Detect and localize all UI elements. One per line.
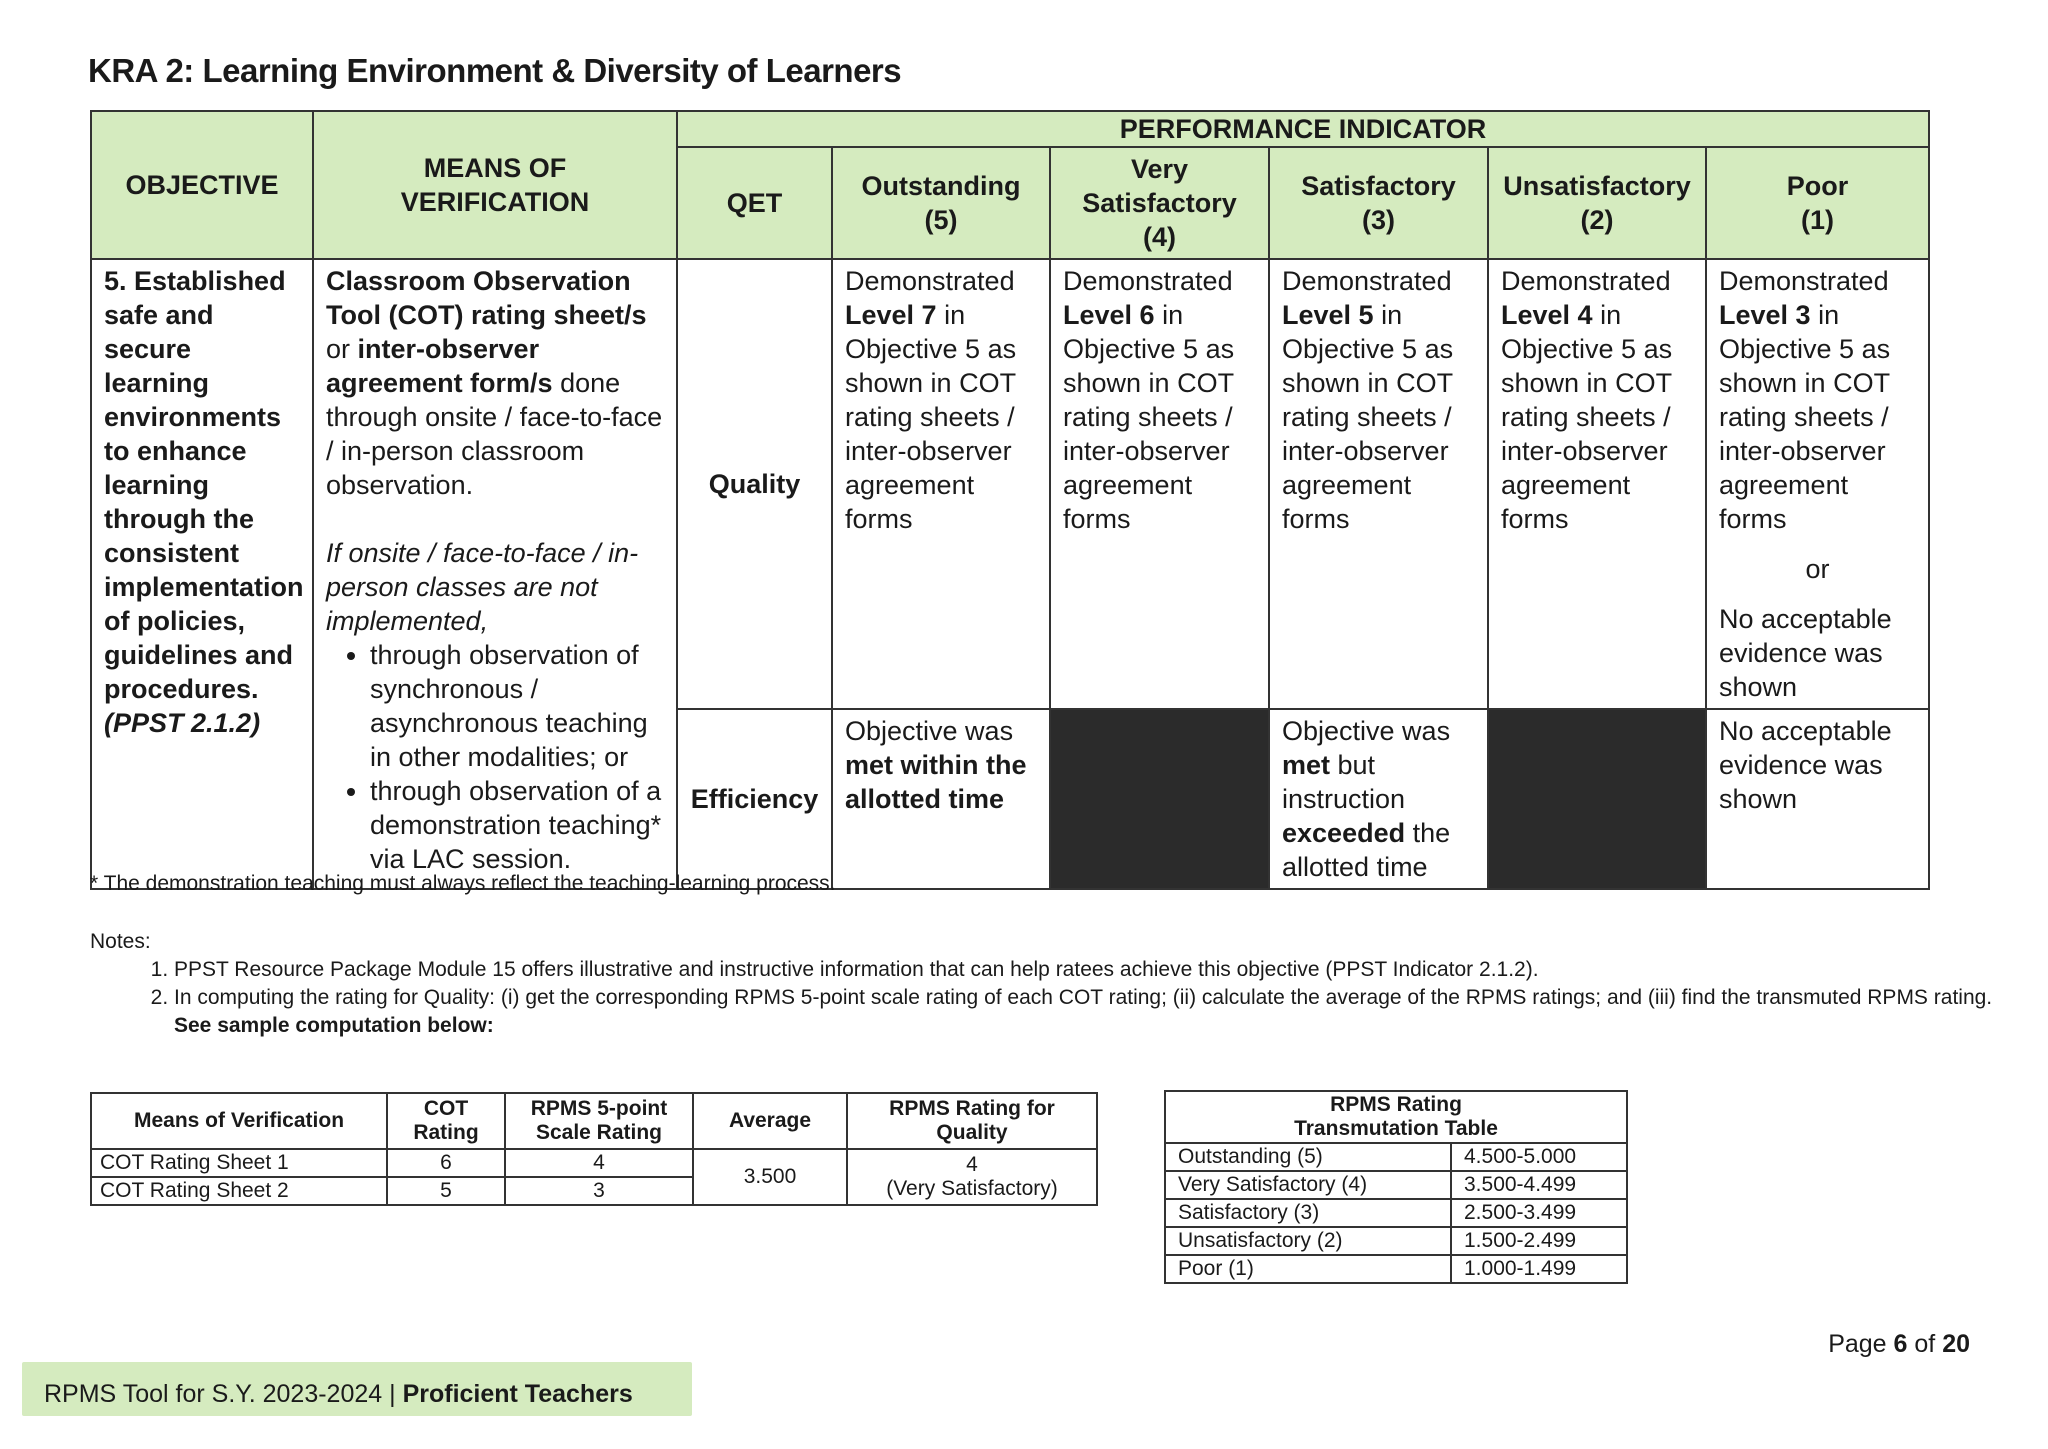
trans-label: Satisfactory (3) — [1165, 1199, 1451, 1227]
efficiency-outstanding: Objective was met within the allotted time — [832, 709, 1050, 889]
qet-efficiency: Efficiency — [677, 709, 832, 889]
header-poor: Poor (1) — [1706, 147, 1929, 259]
notes-label: Notes: — [90, 930, 151, 953]
trans-range: 1.000-1.499 — [1451, 1255, 1627, 1283]
qet-quality: Quality — [677, 259, 832, 709]
comp-rpms: 3 — [505, 1177, 693, 1205]
trans-range: 2.500-3.499 — [1451, 1199, 1627, 1227]
comp-rpms: 4 — [505, 1149, 693, 1177]
trans-label: Unsatisfactory (2) — [1165, 1227, 1451, 1255]
objective-cell: 5. Established safe and secure learning environments to enhance learning through the consistent implementation of policies, guidelines and procedures. (PPST 2.1.2) — [91, 259, 313, 889]
sample-computation-table — [90, 1092, 1098, 1206]
comp-rating: 4 (Very Satisfactory) — [847, 1149, 1097, 1205]
quality-poor: Demonstrated Level 3 in Objective 5 as shown in COT rating sheets / inter-observer agreement forms or No acceptable evidence was shown — [1706, 259, 1929, 709]
footnote: * The demonstration teaching must always reflect the teaching-learning process. — [90, 872, 836, 895]
comp-mov: COT Rating Sheet 1 — [91, 1149, 387, 1177]
transmutation-table — [1164, 1090, 1628, 1284]
header-satisfactory: Satisfactory (3) — [1269, 147, 1488, 259]
header-unsatisfactory: Unsatisfactory (2) — [1488, 147, 1706, 259]
comp-average: 3.500 — [693, 1149, 847, 1205]
header-outstanding: Outstanding (5) — [832, 147, 1050, 259]
means-bullet: • through observation of a demonstration teaching* via LAC session. — [370, 774, 664, 876]
footer-label: RPMS Tool for S.Y. 2023-2024 | Proficient Teachers — [44, 1380, 633, 1408]
trans-range: 4.500-5.000 — [1451, 1143, 1627, 1171]
header-performance-indicator: PERFORMANCE INDICATOR — [677, 111, 1929, 147]
header-means: MEANS OF VERIFICATION — [313, 111, 677, 259]
comp-header: Means of Verification — [91, 1093, 387, 1149]
comp-header: RPMS 5-point Scale Rating — [505, 1093, 693, 1149]
efficiency-poor: No acceptable evidence was shown — [1706, 709, 1929, 889]
trans-label: Poor (1) — [1165, 1255, 1451, 1283]
trans-range: 3.500-4.499 — [1451, 1171, 1627, 1199]
note-item: 1. PPST Resource Package Module 15 offers illustrative and instructive information that can help ratees achieve this objective (PPST Indicator 2.1.2). — [174, 956, 2004, 984]
quality-satisfactory: Demonstrated Level 5 in Objective 5 as shown in COT rating sheets / inter-observer agreement forms — [1269, 259, 1488, 709]
note-item: 2. In computing the rating for Quality: (i) get the corresponding RPMS 5-point scale rating of each COT rating; (ii) calculate the average of the RPMS ratings; and (iii) find the transmuted RPMS rating. See sample computation below: — [174, 984, 2004, 1040]
notes-list — [130, 956, 2004, 1040]
trans-range: 1.500-2.499 — [1451, 1227, 1627, 1255]
efficiency-unsatisfactory-blank — [1488, 709, 1706, 889]
quality-outstanding: Demonstrated Level 7 in Objective 5 as shown in COT rating sheets / inter-observer agreement forms — [832, 259, 1050, 709]
comp-mov: COT Rating Sheet 2 — [91, 1177, 387, 1205]
trans-label: Outstanding (5) — [1165, 1143, 1451, 1171]
comp-cot: 6 — [387, 1149, 505, 1177]
means-cell: Classroom Observation Tool (COT) rating sheet/s or inter-observer agreement form/s done through onsite / face-to-face / in-person classroom observation. If onsite / face-to-face / in-person classes are not implemented, • through observation of synchronous / asynchronous teaching in other modalities; or • through observation of a demonstration teaching* via LAC session. — [313, 259, 677, 889]
comp-cot: 5 — [387, 1177, 505, 1205]
comp-header: COT Rating — [387, 1093, 505, 1149]
quality-unsatisfactory: Demonstrated Level 4 in Objective 5 as shown in COT rating sheets / inter-observer agreement forms — [1488, 259, 1706, 709]
header-objective: OBJECTIVE — [91, 111, 313, 259]
header-very-satisfactory: Very Satisfactory (4) — [1050, 147, 1269, 259]
header-qet: QET — [677, 147, 832, 259]
kra-table — [90, 110, 1930, 890]
efficiency-very-satisfactory-blank — [1050, 709, 1269, 889]
page-title: KRA 2: Learning Environment & Diversity of Learners — [88, 52, 902, 89]
comp-header: RPMS Rating for Quality — [847, 1093, 1097, 1149]
quality-very-satisfactory: Demonstrated Level 6 in Objective 5 as shown in COT rating sheets / inter-observer agreement forms — [1050, 259, 1269, 709]
means-bullet: • through observation of synchronous / asynchronous teaching in other modalities; or — [370, 638, 664, 774]
transmutation-title: RPMS Rating Transmutation Table — [1165, 1091, 1627, 1143]
efficiency-satisfactory: Objective was met but instruction exceeded the allotted time — [1269, 709, 1488, 889]
trans-label: Very Satisfactory (4) — [1165, 1171, 1451, 1199]
comp-header: Average — [693, 1093, 847, 1149]
page-number: Page 6 of 20 — [1828, 1330, 1970, 1358]
